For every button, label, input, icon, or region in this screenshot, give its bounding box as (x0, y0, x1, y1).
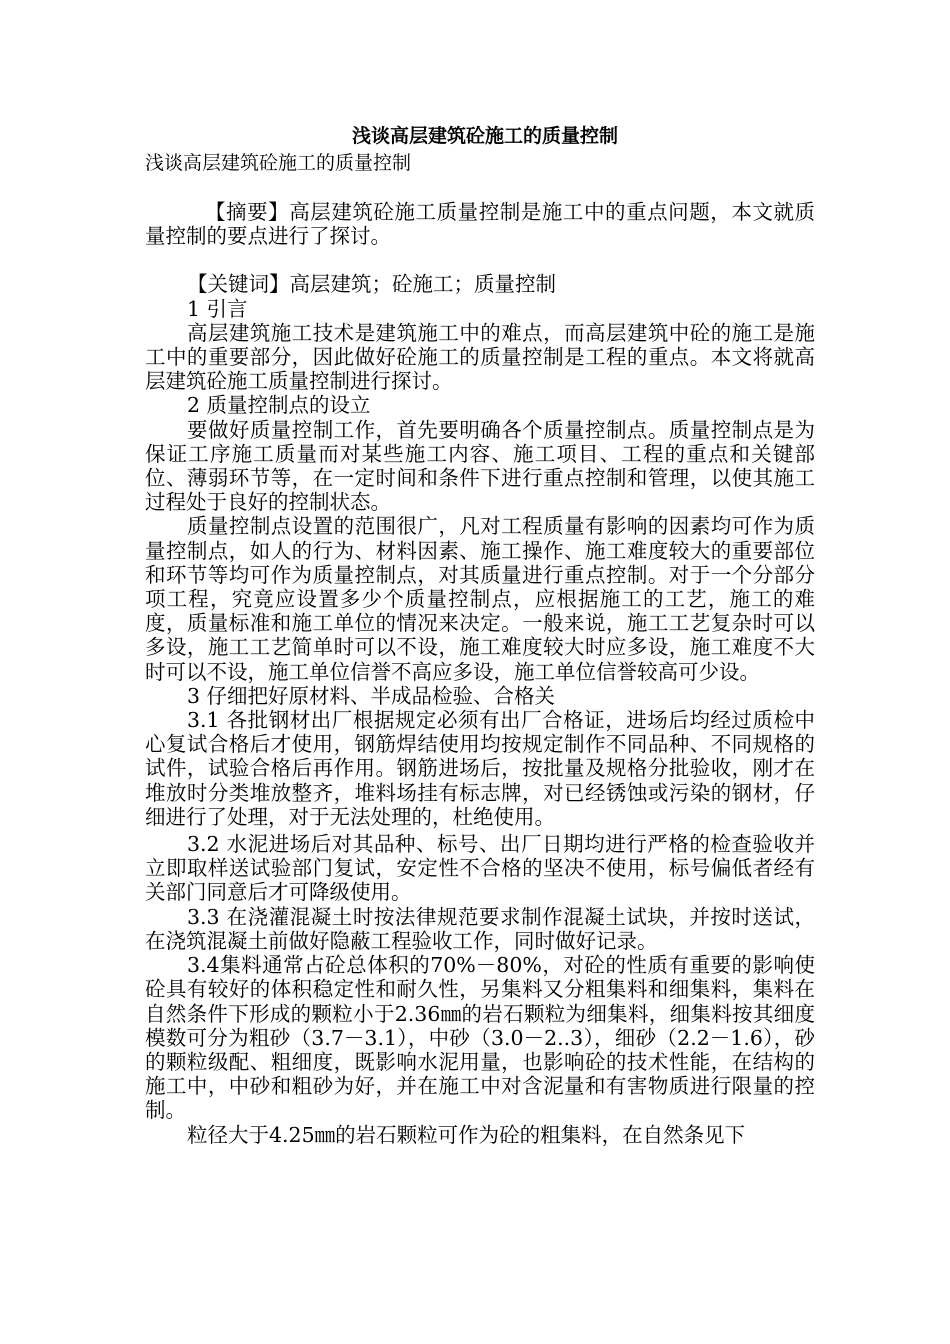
section-3-4-paragraph: 3.4集料通常占砼总体积的70%－80%，对砼的性质有重要的影响使砼具有较好的体积稳定性和耐久性，另集料又分粗集料和细集料，集料在自然条件下形成的颗粒小于2.36㎜的岩石颗粒为细集料，细集料按其细度模数可分为粗砂（3.7－3.1），中砂（3.0－2..3），细砂（2.2－1.6），砂的颗粒级配、粗细度，既影响水泥用量，也影响砼的技术性能，在结构的施工中，中砂和粗砂为好，并在施工中对含泥量和有害物质进行限量的控制。 (145, 953, 815, 1123)
section-2-paragraph-2: 质量控制点设置的范围很广，凡对工程质量有影响的因素均可作为质量控制点，如人的行为、材料因素、施工操作、施工难度较大的重要部位和环节等均可作为质量控制点，对其质量进行重点控制。对于一个分部分项工程，究竟应设置多少个质量控制点，应根据施工的工艺，施工的难度，质量标准和施工单位的情况来决定。一般来说，施工工艺复杂时可以多设，施工工艺简单时可以不设，施工难度较大时应多设，施工难度不大时可以不设，施工单位信誉不高应多设，施工单位信誉较高可少设。 (145, 514, 815, 684)
section-3-5-paragraph: 粒径大于4.25㎜的岩石颗粒可作为砼的粗集料，在自然条见下 (187, 1122, 746, 1147)
section-3-3-paragraph: 3.3 在浇灌混凝土时按法律规范要求制作混凝土试块，并按时送试，在浇筑混凝土前做好隐蔽工程验收工作，同时做好记录。 (145, 904, 815, 953)
section-3-1-paragraph: 3.1 各批钢材出厂根据规定必须有出厂合格证，进场后均经过质检中心复试合格后才使用，钢筋焊结使用均按规定制作不同品种、不同规格的试件，试验合格后再作用。钢筋进场后，按批量及规格分批验收，刚才在堆放时分类堆放整齐，堆料场挂有标志牌，对已经锈蚀或污染的钢材，仔细进行了处理，对于无法处理的，杜绝使用。 (145, 708, 815, 829)
document-title: 浅谈高层建筑砼施工的质量控制 (351, 125, 618, 147)
section-2-paragraph-1: 要做好质量控制工作，首先要明确各个质量控制点。质量控制点是为保证工序施工质量而对某些施工内容、施工项目、工程的重点和关键部位、薄弱环节等，在一定时间和条件下进行重点控制和管理，以使其施工过程处于良好的控制状态。 (145, 417, 815, 515)
section-3-heading: 3 仔细把好原材料、半成品检验、合格关 (187, 683, 556, 708)
section-1-heading: 1 引言 (187, 296, 248, 321)
keywords-paragraph: 【关键词】高层建筑；砼施工；质量控制 (187, 272, 556, 297)
section-2-heading: 2 质量控制点的设立 (187, 393, 371, 418)
abstract-paragraph: 【摘要】高层建筑砼施工质量控制是施工中的重点问题，本文就质量控制的要点进行了探讨。 (145, 200, 815, 249)
document-body (145, 122, 815, 1147)
document-subtitle: 浅谈高层建筑砼施工的质量控制 (145, 152, 412, 174)
section-1-paragraph: 高层建筑施工技术是建筑施工中的难点，而高层建筑中砼的施工是施工中的重要部分，因此做好砼施工的质量控制是工程的重点。本文将就高层建筑砼施工质量控制进行探讨。 (145, 320, 815, 394)
section-3-2-paragraph: 3.2 水泥进场后对其品种、标号、出厂日期均进行严格的检查验收并立即取样送试验部门复试，安定性不合格的坚决不使用，标号偏低者经有关部门同意后才可降级使用。 (145, 832, 815, 905)
